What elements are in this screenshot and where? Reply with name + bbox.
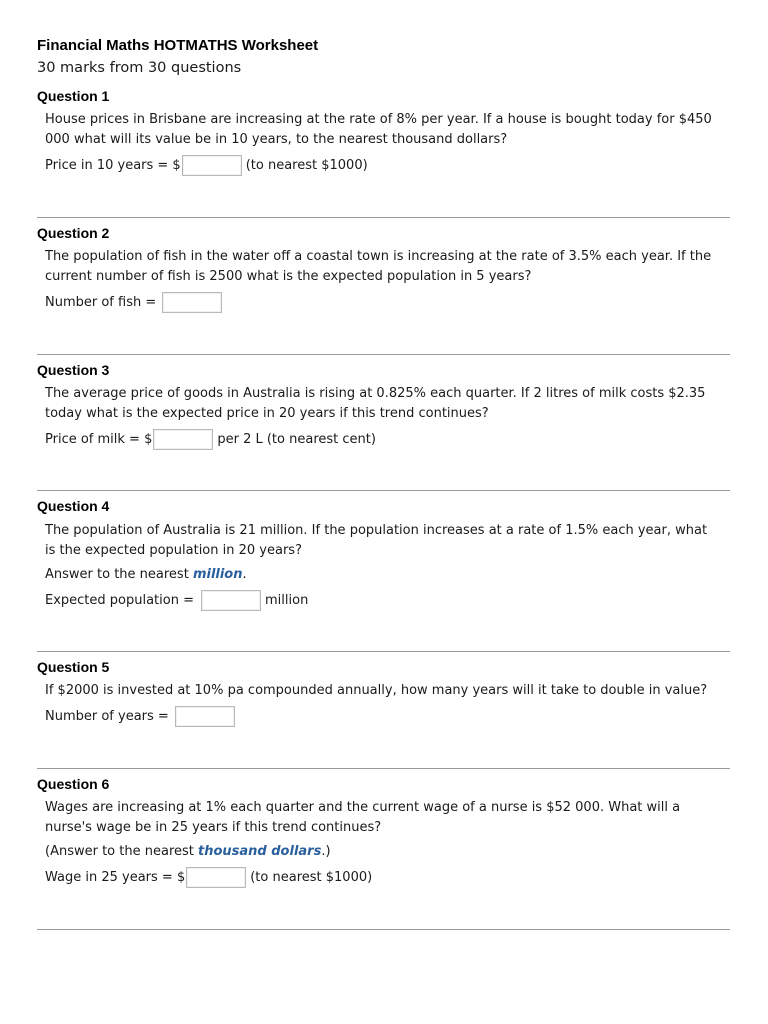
worksheet-subtitle: 30 marks from 30 questions	[37, 60, 242, 76]
answer-input[interactable]	[153, 429, 213, 450]
question-heading: Question 6	[37, 776, 110, 792]
divider	[37, 490, 730, 491]
answer-suffix: (to nearest $1000)	[250, 870, 373, 885]
question-note	[45, 565, 725, 585]
question-note	[45, 842, 725, 862]
divider	[37, 929, 730, 930]
question-text-line: 000 what will its value be in 10 years, to the nearest thousand dollars?	[45, 132, 508, 147]
answer-row	[45, 292, 226, 313]
answer-row	[45, 867, 372, 888]
answer-label: Number of fish =	[45, 295, 157, 310]
question-text-line: House prices in Brisbane are increasing at the rate of 8% per year. If a house is bought today for $450	[45, 112, 712, 127]
question-heading: Question 5	[37, 659, 110, 675]
answer-label: Price of milk = $	[45, 432, 153, 447]
answer-input[interactable]	[186, 867, 246, 888]
divider	[37, 217, 730, 218]
answer-row	[45, 429, 376, 450]
answer-row	[45, 590, 308, 611]
question-text-line: The population of fish in the water off a coastal town is increasing at the rate of 3.5% each year. If the	[45, 249, 712, 264]
question-text-line: current number of fish is 2500 what is the expected population in 5 years?	[45, 269, 532, 284]
answer-row	[45, 706, 239, 727]
answer-row	[45, 155, 368, 176]
answer-suffix: per 2 L (to nearest cent)	[217, 432, 376, 447]
answer-input[interactable]	[175, 706, 235, 727]
note-suffix: .	[242, 567, 247, 582]
answer-label: Price in 10 years = $	[45, 158, 181, 173]
divider	[37, 768, 730, 769]
question-heading: Question 1	[37, 88, 110, 104]
question-text-line: Wages are increasing at 1% each quarter and the current wage of a nurse is $52 000. What will a	[45, 800, 681, 815]
question-heading: Question 4	[37, 498, 110, 514]
question-text-line: The population of Australia is 21 million. If the population increases at a rate of 1.5% each year, what	[45, 523, 708, 538]
note-highlight: million	[192, 567, 243, 582]
divider	[37, 651, 730, 652]
question-text-line: If $2000 is invested at 10% pa compounded annually, how many years will it take to double in value?	[45, 683, 708, 698]
answer-input[interactable]	[201, 590, 261, 611]
question-heading: Question 2	[37, 225, 110, 241]
worksheet-title: Financial Maths HOTMATHS Worksheet	[37, 37, 319, 54]
question-heading: Question 3	[37, 362, 110, 378]
answer-label: Number of years =	[45, 709, 169, 724]
note-prefix: Answer to the nearest	[45, 567, 193, 582]
question-text-line: is the expected population in 20 years?	[45, 543, 302, 558]
answer-suffix: million	[265, 593, 309, 608]
question-text-line: nurse's wage be in 25 years if this trend continues?	[45, 820, 382, 835]
divider	[37, 354, 730, 355]
answer-input[interactable]	[162, 292, 222, 313]
answer-input[interactable]	[182, 155, 242, 176]
note-highlight: thousand dollars	[198, 844, 322, 859]
answer-label: Expected population =	[45, 593, 194, 608]
answer-suffix: (to nearest $1000)	[245, 158, 368, 173]
note-prefix: (Answer to the nearest	[45, 844, 198, 859]
answer-label: Wage in 25 years = $	[45, 870, 186, 885]
question-text-line: today what is the expected price in 20 years if this trend continues?	[45, 406, 489, 421]
question-text-line: The average price of goods in Australia is rising at 0.825% each quarter. If 2 litres of milk costs $2.35	[45, 386, 706, 401]
note-suffix: .)	[321, 844, 331, 859]
